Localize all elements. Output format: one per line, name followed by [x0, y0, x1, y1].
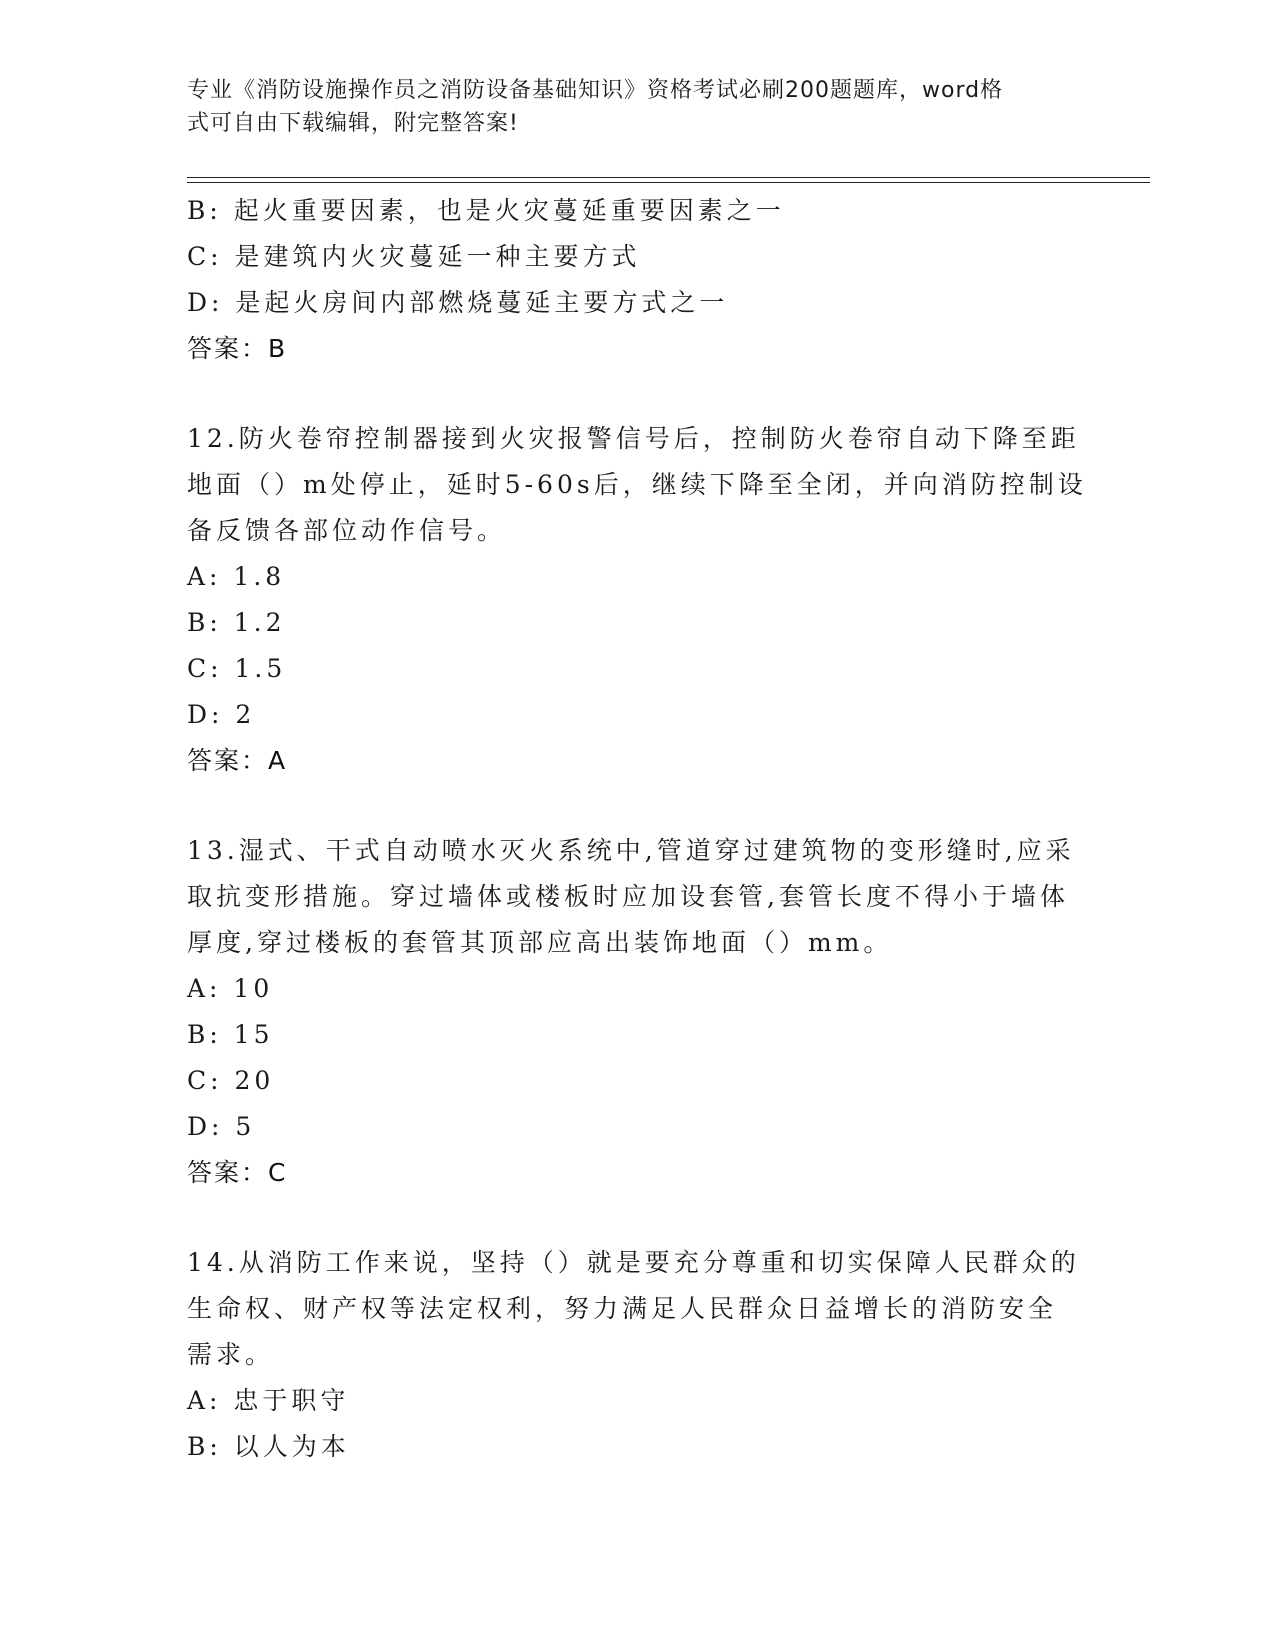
option-d: D: 是起火房间内部燃烧蔓延主要方式之一: [187, 288, 729, 317]
option-b: B: 起火重要因素，也是火灾蔓延重要因素之一: [187, 196, 785, 225]
answer: 答案：A: [187, 746, 288, 775]
spacer: [187, 1196, 1087, 1240]
question-text-line: 14.从消防工作来说，坚持（）就是要充分尊重和切实保障人民群众的: [187, 1248, 1080, 1277]
option-a: A: 1.8: [187, 562, 286, 591]
option-d: D: 5: [187, 1112, 256, 1141]
spacer: [187, 372, 1087, 416]
document-header: [187, 74, 1067, 140]
option-b: B: 以人为本: [187, 1432, 350, 1461]
option-c: C: 20: [187, 1066, 275, 1095]
option-c: C: 1.5: [187, 654, 287, 683]
option-a: A: 忠于职守: [187, 1386, 350, 1415]
question-list: [187, 188, 1087, 1470]
question-text-line: 13.湿式、干式自动喷水灭火系统中,管道穿过建筑物的变形缝时,应采: [187, 836, 1075, 865]
header-divider-top: [187, 177, 1150, 178]
header-divider-bottom: [187, 182, 1150, 183]
question-text-line: 厚度,穿过楼板的套管其顶部应高出装饰地面（）mm。: [187, 928, 893, 957]
spacer: [187, 784, 1087, 828]
option-c: C: 是建筑内火灾蔓延一种主要方式: [187, 242, 641, 271]
answer: 答案：C: [187, 1158, 288, 1187]
question-13: [187, 828, 1087, 1196]
question-text-line: 生命权、财产权等法定权利，努力满足人民群众日益增长的消防安全: [187, 1294, 1058, 1323]
question-text-line: 备反馈各部位动作信号。: [187, 516, 507, 545]
question-14: [187, 1240, 1087, 1470]
question-11-continuation: [187, 188, 1087, 372]
header-title-line-2: 式可自由下载编辑，附完整答案!: [187, 111, 519, 136]
question-text-line: 取抗变形措施。穿过墙体或楼板时应加设套管,套管长度不得小于墙体: [187, 882, 1069, 911]
answer: 答案：B: [187, 334, 288, 363]
option-d: D: 2: [187, 700, 256, 729]
question-text-line: 12.防火卷帘控制器接到火灾报警信号后，控制防火卷帘自动下降至距: [187, 424, 1080, 453]
option-b: B: 15: [187, 1020, 274, 1049]
header-title-line-1: 专业《消防设施操作员之消防设备基础知识》资格考试必刷200题题库，word格: [187, 78, 1004, 103]
option-b: B: 1.2: [187, 608, 286, 637]
option-a: A: 10: [187, 974, 274, 1003]
question-text-line: 地面（）m处停止，延时5-60s后，继续下降至全闭，并向消防控制设: [187, 470, 1087, 499]
question-text-line: 需求。: [187, 1340, 275, 1369]
question-12: [187, 416, 1087, 784]
